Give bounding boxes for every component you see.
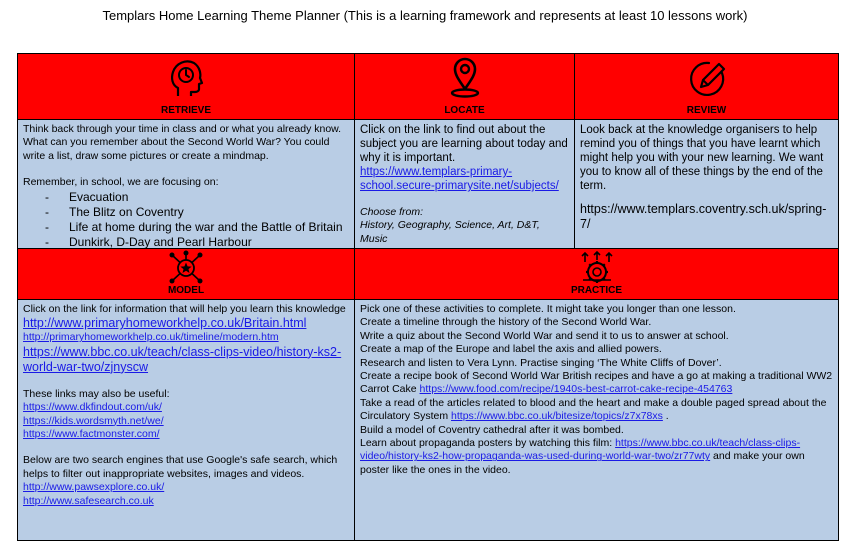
model-intro: Click on the link for information that will help you learn this knowledge (23, 303, 346, 315)
pencil-circle-icon (687, 59, 727, 99)
useful-links-heading: These links may also be useful: (23, 387, 170, 400)
locate-body (355, 120, 575, 249)
retrieve-header (18, 54, 355, 120)
safesearch-link[interactable]: http://www.safesearch.co.uk (23, 494, 154, 507)
practice-header (355, 249, 838, 300)
practice-line: Write a quiz about the Second World War and send it to us to answer at school. (360, 329, 729, 342)
model-body (18, 300, 355, 540)
review-intro: Look back at the knowledge organisers to help remind you of things that you have learnt which might help you with your new learning. We want you to know all of these things by the end of the term. (580, 124, 824, 192)
list-item: - Life at home during the war and the Battle of Britain (69, 220, 349, 235)
retrieve-label: RETRIEVE (160, 105, 211, 116)
practice-line: Research and listen to Vera Lynn. Practise singing ‘The White Cliffs of Dover’. (360, 356, 722, 369)
timeline-link[interactable]: http://primaryhomeworkhelp.co.uk/timeline/modern.htm (23, 331, 279, 344)
factmonster-link[interactable]: https://www.factmonster.com/ (23, 428, 160, 441)
head-clock-icon (168, 58, 204, 98)
list-item: - The Blitz on Coventry (69, 205, 349, 220)
list-item: - Evacuation (69, 190, 349, 205)
safe-search-text: Below are two search engines that use Google's safe search, which helps to filter out inappropriate websites, images and videos. (23, 454, 338, 480)
model-header (18, 249, 355, 300)
carrot-cake-link[interactable]: https://www.food.com/recipe/1940s-best-carrot-cake-recipe-454763 (419, 383, 733, 396)
practice-label: PRACTICE (570, 285, 623, 296)
practice-body (355, 300, 838, 540)
britain-link[interactable]: http://www.primaryhomeworkhelp.co.uk/Britain.html (23, 316, 307, 331)
locate-intro: Click on the link to find out about the subject you are learning about today and why it is important. (360, 124, 568, 164)
topic-list (23, 190, 349, 249)
review-header (575, 54, 838, 120)
practice-line: Pick one of these activities to complete. It might take you longer than one lesson. (360, 303, 736, 315)
retrieve-body (18, 120, 355, 249)
network-star-icon (166, 250, 206, 286)
list-item: - Dunkirk, D-Day and Pearl Harbour (69, 235, 349, 249)
subjects-link[interactable]: https://www.templars-primary-school.secure-primarysite.net/subjects/ (360, 166, 559, 192)
choose-from-text: Choose from: (360, 206, 424, 218)
practice-line: Take a read of the articles related to blood and the heart and make a double paged spread about the Circulatory System https://www.bbc.co.uk/bitesize/topics/z7x78xs . (360, 396, 827, 423)
bbc-ww2-link[interactable]: https://www.bbc.co.uk/teach/class-clips-video/history-ks2-world-war-two/zjnyscw (23, 344, 342, 374)
subjects-list-text: History, Geography, Science, Art, D&T, Music (360, 219, 540, 245)
theme-planner-grid (17, 53, 839, 541)
bitesize-link[interactable]: https://www.bbc.co.uk/bitesize/topics/z7x78xs (451, 410, 663, 423)
propaganda-link[interactable]: https://www.bbc.co.uk/teach/class-clips-video/history-ks2-how-propaganda-was-used-during-world-war-two/zr77wty (360, 437, 801, 463)
locate-header (355, 54, 575, 120)
practice-line: Create a timeline through the history of the Second World War. (360, 316, 652, 329)
retrieve-intro: Think back through your time in class and or what you already know. What can you remember about the Second World War? You could write a list, draw some pictures or create a mindmap. (23, 123, 342, 162)
review-label: REVIEW (686, 105, 727, 116)
spring-link-text[interactable]: https://www.templars.coventry.sch.uk/spring-7/ (580, 202, 827, 231)
practice-line: Build a model of Coventry cathedral after it was bombed. (360, 423, 624, 436)
locate-label: LOCATE (444, 105, 485, 116)
practice-line: Create a recipe book of Second World War British recipes and have a go at making a traditional WW2 Carrot Cake https://www.food.com/recipe/1940s-best-carrot-cake-recipe-454763 (360, 370, 833, 396)
practice-line: Learn about propaganda posters by watching this film: https://www.bbc.co.uk/teach/class-clips-video/history-ks2-how-propaganda-was-used-during-world-war-two/zr77wty and make your own poster like the ones in the video. (360, 437, 805, 476)
location-pin-icon (450, 57, 480, 99)
wordsmyth-link[interactable]: https://kids.wordsmyth.net/we/ (23, 414, 164, 427)
gears-arrows-icon (580, 250, 614, 284)
dkfindout-link[interactable]: https://www.dkfindout.com/uk/ (23, 401, 162, 414)
model-label: MODEL (167, 285, 205, 296)
pawsexplore-link[interactable]: http://www.pawsexplore.co.uk/ (23, 481, 165, 494)
retrieve-focus-text: Remember, in school, we are focusing on: (23, 176, 219, 189)
practice-line: Create a map of the Europe and label the axis and allied powers. (360, 343, 662, 356)
review-body (575, 120, 838, 249)
page-title: Templars Home Learning Theme Planner (This is a learning framework and represents at least 10 lessons work) (102, 8, 748, 23)
